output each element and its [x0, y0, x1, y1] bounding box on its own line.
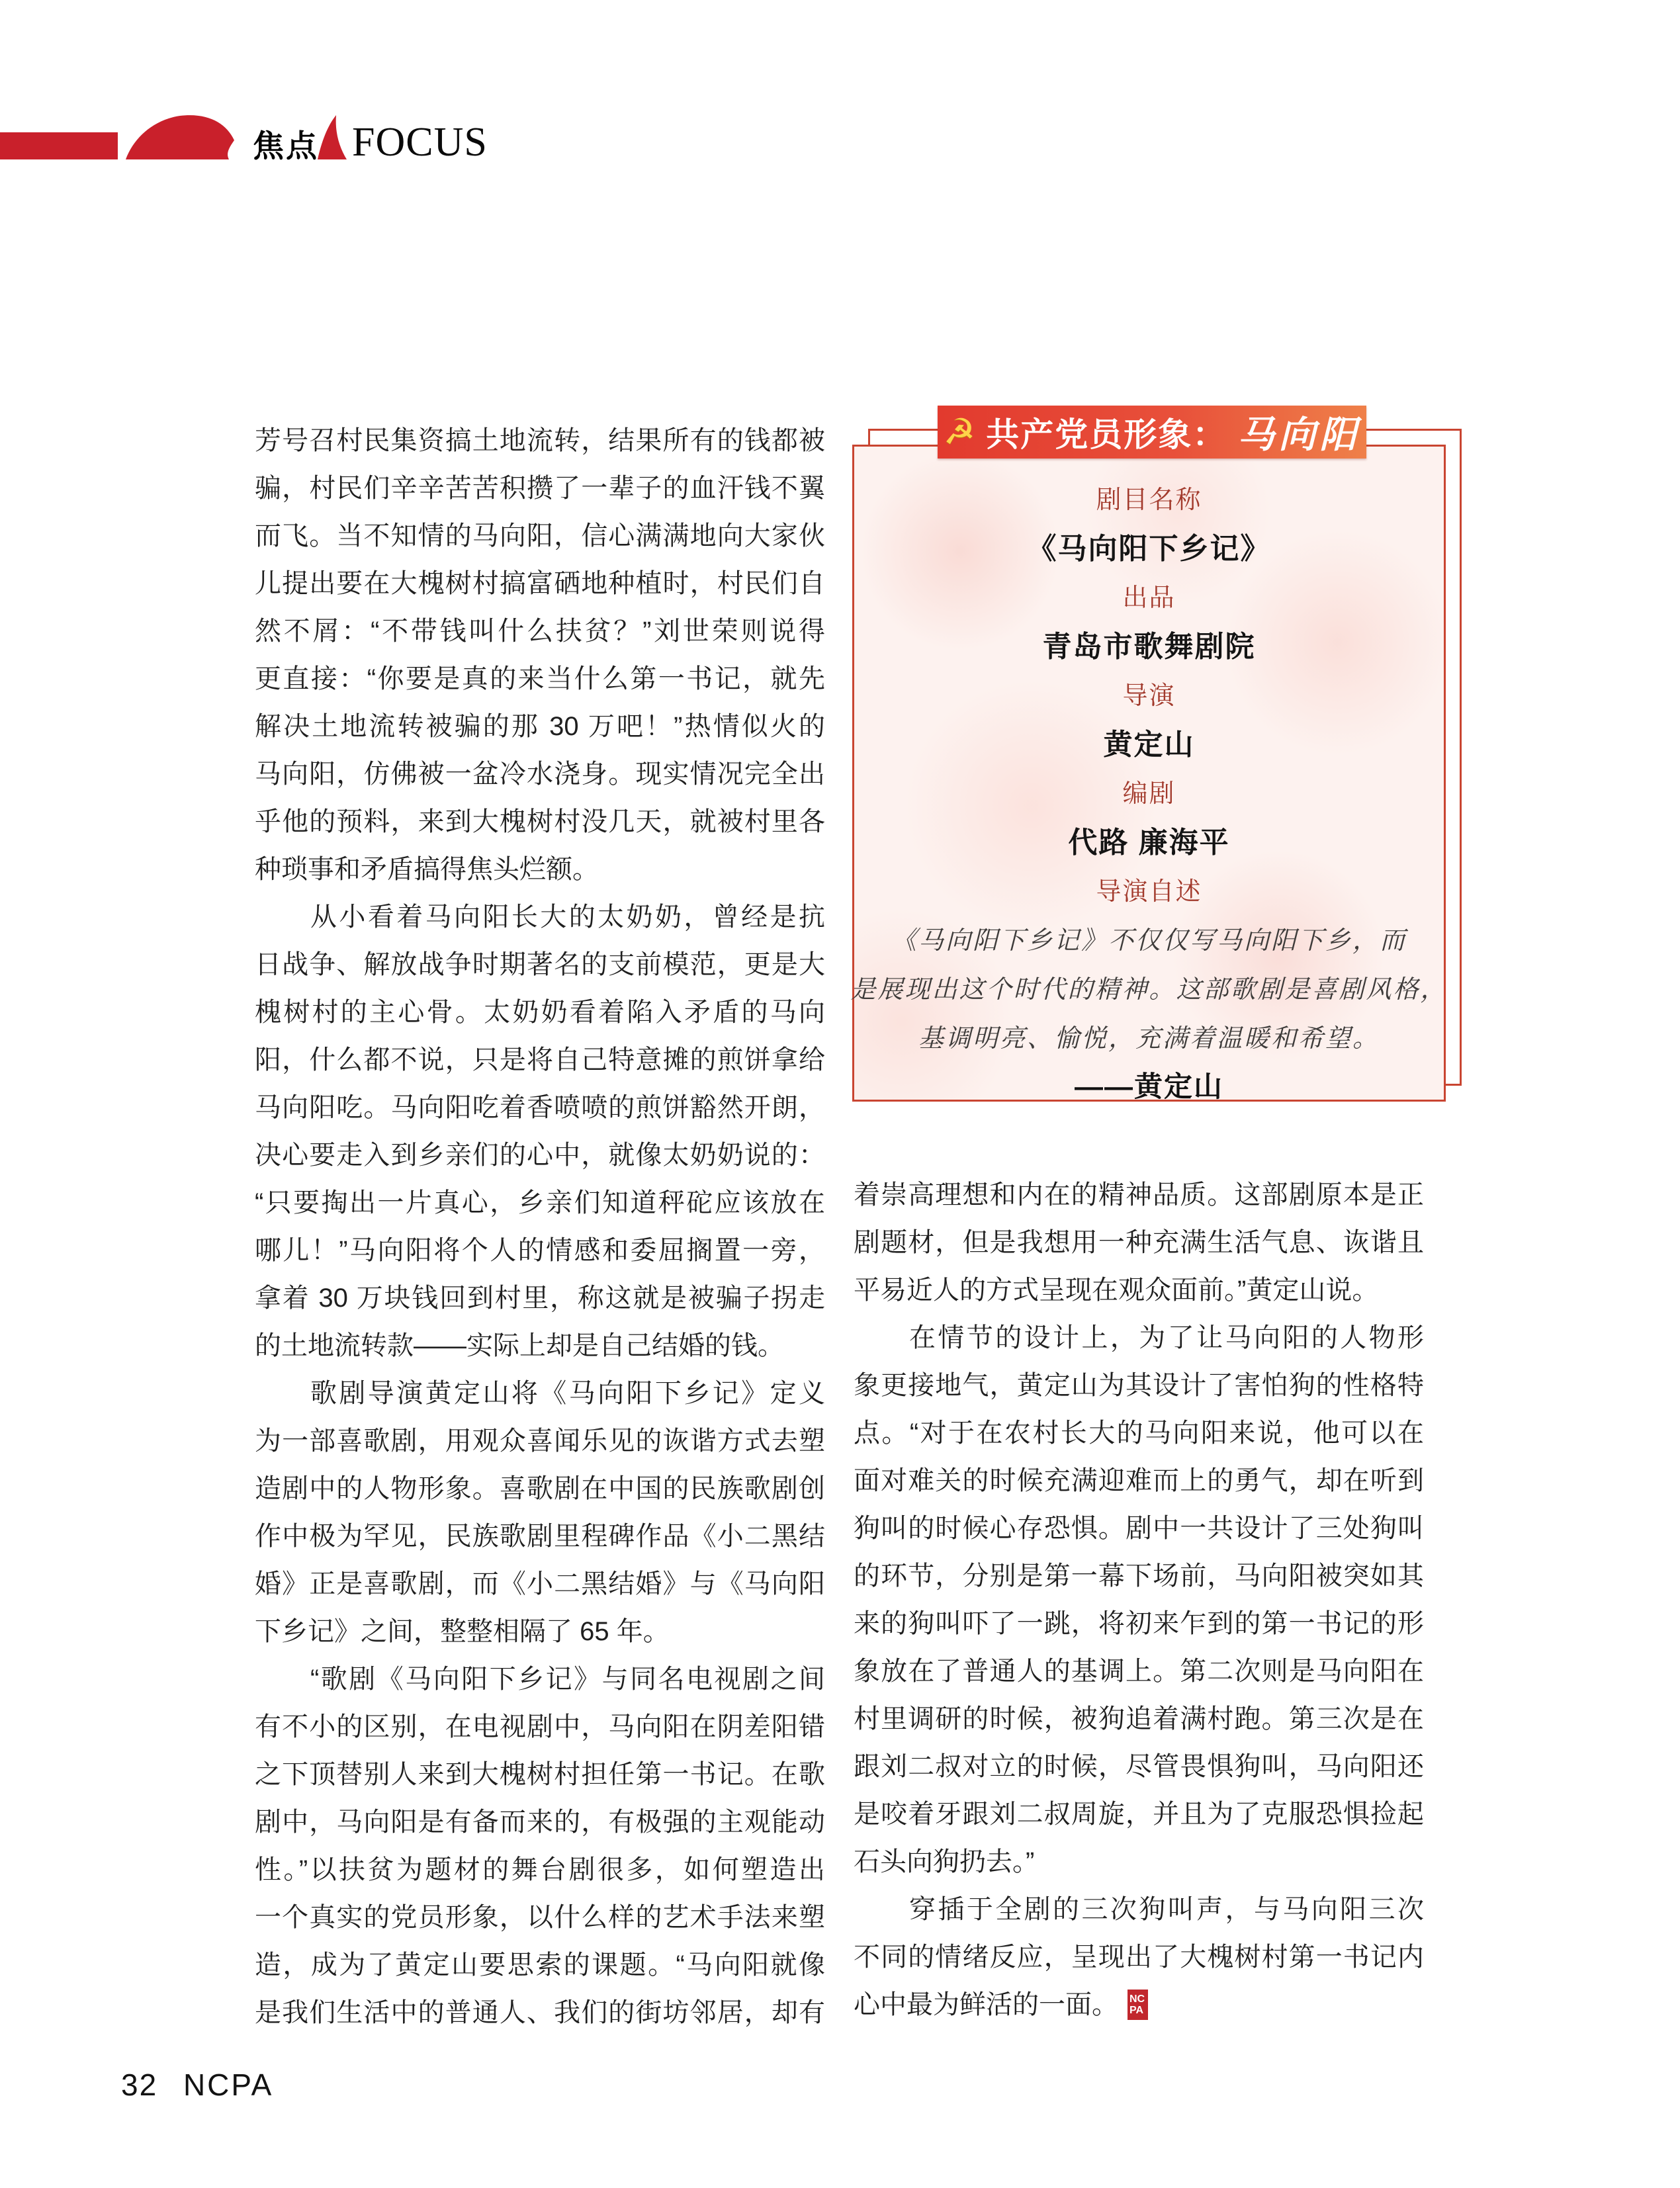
- text-line: 有不小的区别，在电视剧中，马向阳在阴差阳错: [255, 1712, 825, 1741]
- info-box-row: [854, 1060, 1444, 1109]
- info-box-row: [850, 962, 1448, 1011]
- credit-value: 代路 廉海平: [1068, 826, 1230, 859]
- info-box-row: [854, 766, 1444, 815]
- credit-label: 导演自述: [1096, 877, 1202, 906]
- director-statement-line: 《马向阳下乡记》不仅仅写马向阳下乡，而: [891, 925, 1407, 955]
- text-line: 点。“对于在农村长大的马向阳来说，他可以在: [854, 1419, 1424, 1448]
- text-line: 象更接地气，黄定山为其设计了害怕狗的性格特: [854, 1371, 1424, 1400]
- banner-title-name: 马向阳: [1237, 413, 1361, 457]
- text-line: 拿着 30 万块钱回到村里，称这就是被骗子拐走: [255, 1284, 825, 1313]
- section-title-zh: 焦点: [253, 128, 319, 163]
- text-line: 更直接：“你要是真的来当什么第一书记，就先: [255, 664, 825, 693]
- credit-value: 黄定山: [1103, 728, 1195, 761]
- info-box-row: [854, 472, 1444, 521]
- text-line: “歌剧《马向阳下乡记》与同名电视剧之间: [310, 1665, 825, 1694]
- page-number: 32: [121, 2068, 158, 2102]
- text-line: 哪儿！”马向阳将个人的情感和委屈搁置一旁，: [255, 1236, 825, 1265]
- text-line: 的土地流转款——实际上却是自己结婚的钱。: [255, 1331, 784, 1360]
- right-text-column: [854, 1171, 1424, 2029]
- director-statement-line: 是展现出这个时代的精神。这部歌剧是喜剧风格，: [850, 974, 1448, 1004]
- text-line: 婚》正是喜歌剧，而《小二黑结婚》与《马向阳: [255, 1569, 825, 1598]
- text-line: 马向阳吃。马向阳吃着香喷喷的煎饼豁然开朗，: [255, 1093, 825, 1122]
- text-line: 是咬着牙跟刘二叔周旋，并且为了克服恐惧捡起: [854, 1800, 1424, 1829]
- text-line: 造，成为了黄定山要思索的课题。“马向阳就像: [255, 1950, 825, 1980]
- text-line: 种琐事和矛盾搞得焦头烂额。: [255, 855, 599, 884]
- text-line: 骗，村民们辛辛苦苦积攒了一辈子的血汗钱不翼: [255, 474, 825, 503]
- text-line: 着崇高理想和内在的精神品质。这部剧原本是正: [854, 1180, 1424, 1209]
- text-line: 村里调研的时候，被狗追着满村跑。第三次是在: [854, 1704, 1424, 1733]
- banner-title: 共产党员形象：: [986, 416, 1227, 453]
- text-line: 而飞。当不知情的马向阳，信心满满地向大家伙: [255, 521, 825, 550]
- text-line: 狗叫的时候心存恐惧。剧中一共设计了三处狗叫: [854, 1514, 1424, 1543]
- text-line: 之下顶替别人来到大槐树村担任第一书记。在歌: [255, 1760, 825, 1789]
- ncpa-end-mark: NC PA: [1127, 1990, 1148, 2020]
- director-statement-line: 基调明亮、愉悦，充满着温暖和希望。: [918, 1023, 1380, 1053]
- text-line: 来的狗叫吓了一跳，将初来乍到的第一书记的形: [854, 1609, 1424, 1638]
- text-line: 心中最为鲜活的一面。 NC PA: [854, 1981, 1424, 2029]
- info-box-row: [854, 864, 1444, 913]
- text-line: 不同的情绪反应，呈现出了大槐树村第一书记内: [854, 1943, 1424, 1972]
- info-box-row: [854, 668, 1444, 717]
- info-box-row: [854, 913, 1444, 962]
- info-box-row: [854, 521, 1444, 570]
- info-box-row: [854, 815, 1444, 864]
- text-line: 儿提出要在大槐树村搞富硒地种植时，村民们自: [255, 569, 825, 598]
- text-line: 跟刘二叔对立的时候，尽管畏惧狗叫，马向阳还: [854, 1752, 1424, 1781]
- text-line: 决心要走入到乡亲们的心中，就像太奶奶说的：: [255, 1141, 825, 1170]
- text-line: 造剧中的人物形象。喜歌剧在中国的民族歌剧创: [255, 1474, 825, 1503]
- section-header: [0, 112, 488, 172]
- info-box-row: [854, 1011, 1444, 1060]
- text-line: 在情节的设计上，为了让马向阳的人物形: [909, 1323, 1424, 1352]
- credit-label: 导演: [1122, 681, 1176, 710]
- text-line: 日战争、解放战争时期著名的支前模范，更是大: [255, 950, 825, 979]
- text-line: 剧中，马向阳是有备而来的，有极强的主观能动: [255, 1808, 825, 1837]
- text-line: “只要掏出一片真心，乡亲们知道秤砣应该放在: [255, 1188, 825, 1217]
- credit-label: 剧目名称: [1096, 486, 1202, 514]
- text-line: 为一部喜歌剧，用观众喜闻乐见的诙谐方式去塑: [255, 1426, 825, 1456]
- text-line: 解决土地流转被骗的那 30 万吧！”热情似火的: [255, 712, 825, 741]
- info-box-banner: [938, 406, 1366, 459]
- text-line: 下乡记》之间，整整相隔了 65 年。: [255, 1617, 670, 1646]
- text-line: 的环节，分别是第一幕下场前，马向阳被突如其: [854, 1561, 1424, 1591]
- text-line: 作中极为罕见，民族歌剧里程碑作品《小二黑结: [255, 1522, 825, 1551]
- text-line: 平易近人的方式呈现在观众面前。”黄定山说。: [854, 1276, 1379, 1305]
- text-line: 马向阳，仿佛被一盆冷水浇身。现实情况完全出: [255, 760, 825, 789]
- text-line: 从小看着马向阳长大的太奶奶，曾经是抗: [310, 902, 825, 932]
- page-footer: [121, 2067, 273, 2103]
- text-line: 石头向狗扔去。”: [854, 1847, 1035, 1876]
- text-line: 穿插于全剧的三次狗叫声，与马向阳三次: [909, 1895, 1424, 1924]
- credit-value: 青岛市歌舞剧院: [1042, 631, 1256, 663]
- left-text-column: [255, 417, 825, 2036]
- text-line: 槐树村的主心骨。太奶奶看着陷入矛盾的马向: [255, 998, 825, 1027]
- credit-value: 《马向阳下乡记》: [1027, 533, 1271, 565]
- production-info-box: [852, 445, 1446, 1102]
- footer-brand: NCPA: [183, 2068, 274, 2102]
- text-line: 是我们生活中的普通人、我们的街坊邻居，却有: [255, 1998, 825, 2027]
- text-line: 象放在了普通人的基调上。第二次则是马向阳在: [854, 1657, 1424, 1686]
- section-title-en: FOCUS: [352, 120, 488, 165]
- text-line: 阳，什么都不说，只是将自己特意摊的煎饼拿给: [255, 1045, 825, 1074]
- text-line: 一个真实的党员形象，以什么样的艺术手法来塑: [255, 1903, 825, 1932]
- credit-label: 出品: [1122, 584, 1176, 612]
- statement-signature: ——黄定山: [1075, 1071, 1223, 1103]
- party-emblem-icon: ☭: [943, 411, 976, 453]
- credit-label: 编剧: [1122, 779, 1176, 808]
- text-line: 芳号召村民集资搞土地流转，结果所有的钱都被: [255, 426, 825, 455]
- info-box-row: [854, 717, 1444, 766]
- text-line: 然不屑：“不带钱叫什么扶贫？”刘世荣则说得: [255, 617, 825, 646]
- info-box-rows: [850, 472, 1448, 1109]
- info-box-row: [854, 619, 1444, 668]
- text-line: 性。”以扶贫为题材的舞台剧很多，如何塑造出: [255, 1855, 825, 1884]
- text-line: 面对难关的时候充满迎难而上的勇气，却在听到: [854, 1466, 1424, 1495]
- text-line: 乎他的预料，来到大槐树村没几天，就被村里各: [255, 807, 825, 836]
- text-line: 歌剧导演黄定山将《马向阳下乡记》定义: [310, 1379, 825, 1408]
- text-line: 剧题材，但是我想用一种充满生活气息、诙谐且: [854, 1228, 1424, 1257]
- info-box-row: [854, 570, 1444, 619]
